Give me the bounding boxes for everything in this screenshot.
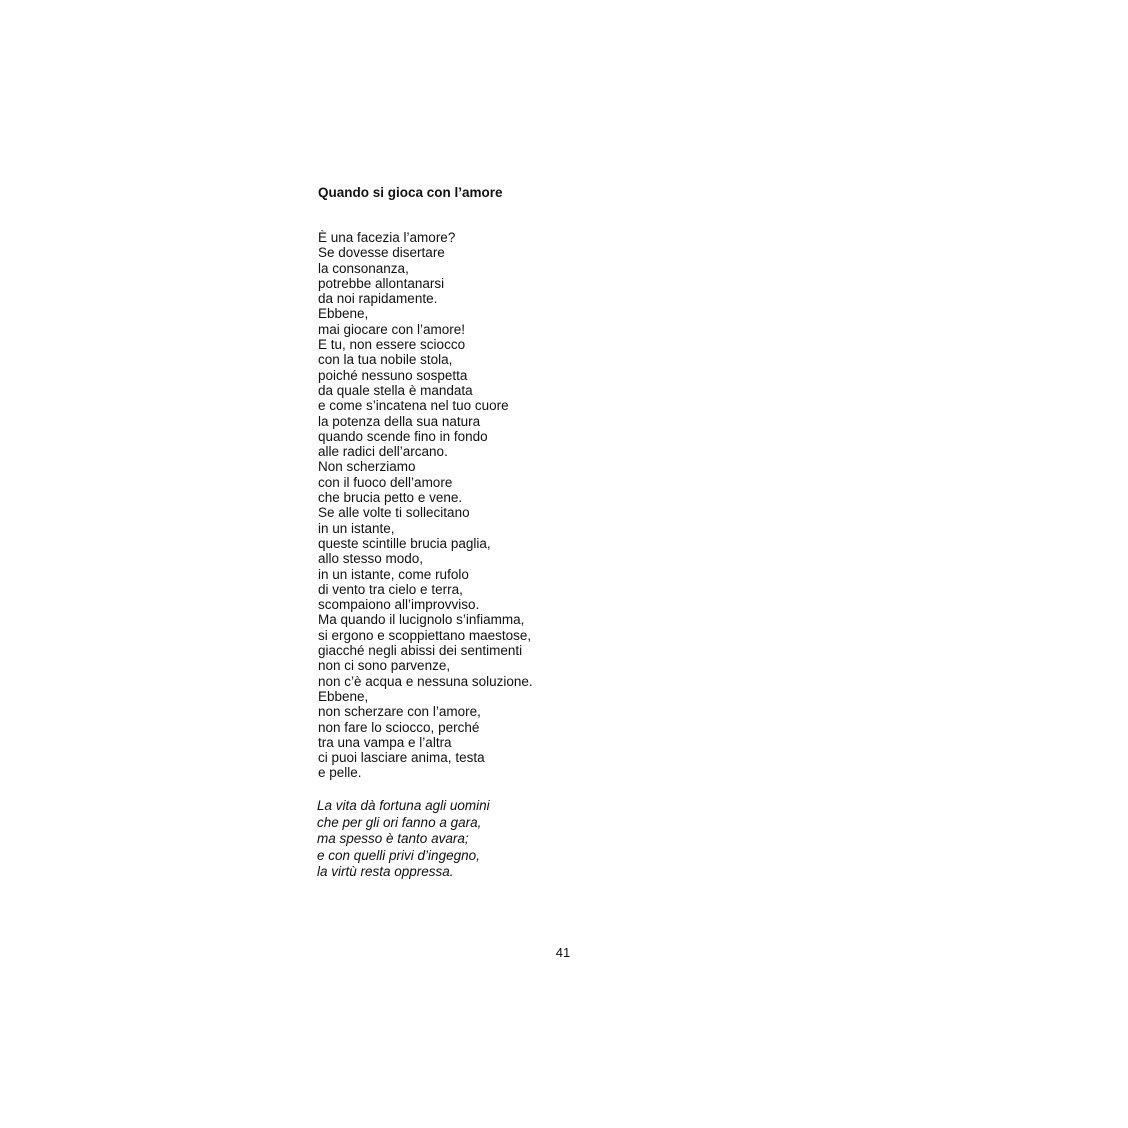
poem-line: scompaiono all’improvviso. [318, 597, 480, 613]
poem-line: potrebbe allontanarsi [318, 275, 445, 291]
poem-line: si ergono e scoppiettano maestose, [318, 627, 532, 643]
poem-line: con il fuoco dell’amore [318, 474, 453, 490]
epigraph-line: e con quelli privi d’ingegno, [317, 847, 480, 863]
epigraph-line: ma spesso è tanto avara; [317, 831, 469, 846]
poem-line: la potenza della sua natura [318, 413, 481, 429]
poem-title: Quando si gioca con l’amore [318, 185, 503, 200]
poem-line: ci puoi lasciare anima, testa [318, 750, 485, 766]
poem-line: queste scintille brucia paglia, [318, 535, 491, 551]
poem-body [318, 230, 533, 781]
poem-line: Ebbene, [318, 306, 369, 322]
poem-line: con la tua nobile stola, [318, 352, 453, 368]
poem-line: alle radici dell’arcano. [318, 444, 448, 460]
poem-line: Se alle volte ti sollecitano [318, 505, 470, 521]
poem-line: non ci sono parvenze, [318, 658, 451, 674]
poem-line: di vento tra cielo e terra, [318, 581, 463, 597]
page-number [0, 945, 1128, 961]
poem-line: allo stesso modo, [318, 551, 424, 567]
poem-line: Ebbene, [318, 688, 369, 704]
epigraph [317, 798, 490, 881]
poem-line: da quale stella è mandata [318, 382, 473, 398]
poem-line: E tu, non essere sciocco [318, 337, 466, 353]
poem-line: tra una vampa e l’altra [318, 734, 452, 750]
page-number-label: 41 [555, 945, 571, 960]
poem-line: in un istante, [318, 520, 395, 536]
poem-line: non fare lo sciocco, perché [318, 719, 480, 735]
poem-line: giacché negli abissi dei sentimenti [318, 643, 523, 659]
poem-line: da noi rapidamente. [318, 291, 438, 307]
poem-line: in un istante, come rufolo [318, 566, 469, 582]
poem-line: che brucia petto e vene. [318, 490, 463, 506]
poem-line: la consonanza, [318, 260, 409, 276]
epigraph-line: La vita dà fortuna agli uomini [317, 798, 490, 813]
poem-line: Non scherziamo [318, 459, 416, 475]
poem-line: poiché nessuno sospetta [318, 367, 468, 383]
poem-line: e pelle. [318, 765, 362, 781]
poem-line: non c’è acqua e nessuna soluzione. [318, 673, 533, 689]
poem-line: mai giocare con l’amore! [318, 321, 466, 337]
epigraph-line: che per gli ori fanno a gara, [317, 814, 482, 830]
poem-line: Ma quando il lucignolo s’infiamma, [318, 612, 525, 628]
poem-line: quando scende fino in fondo [318, 428, 488, 444]
epigraph-line: la virtù resta oppressa. [317, 864, 454, 879]
poem-line: È una facezia l’amore? [318, 230, 456, 245]
poem-line: e come s’incatena nel tuo cuore [318, 398, 509, 414]
poem-line: Se dovesse disertare [318, 245, 445, 261]
poem-line: non scherzare con l’amore, [318, 704, 481, 720]
